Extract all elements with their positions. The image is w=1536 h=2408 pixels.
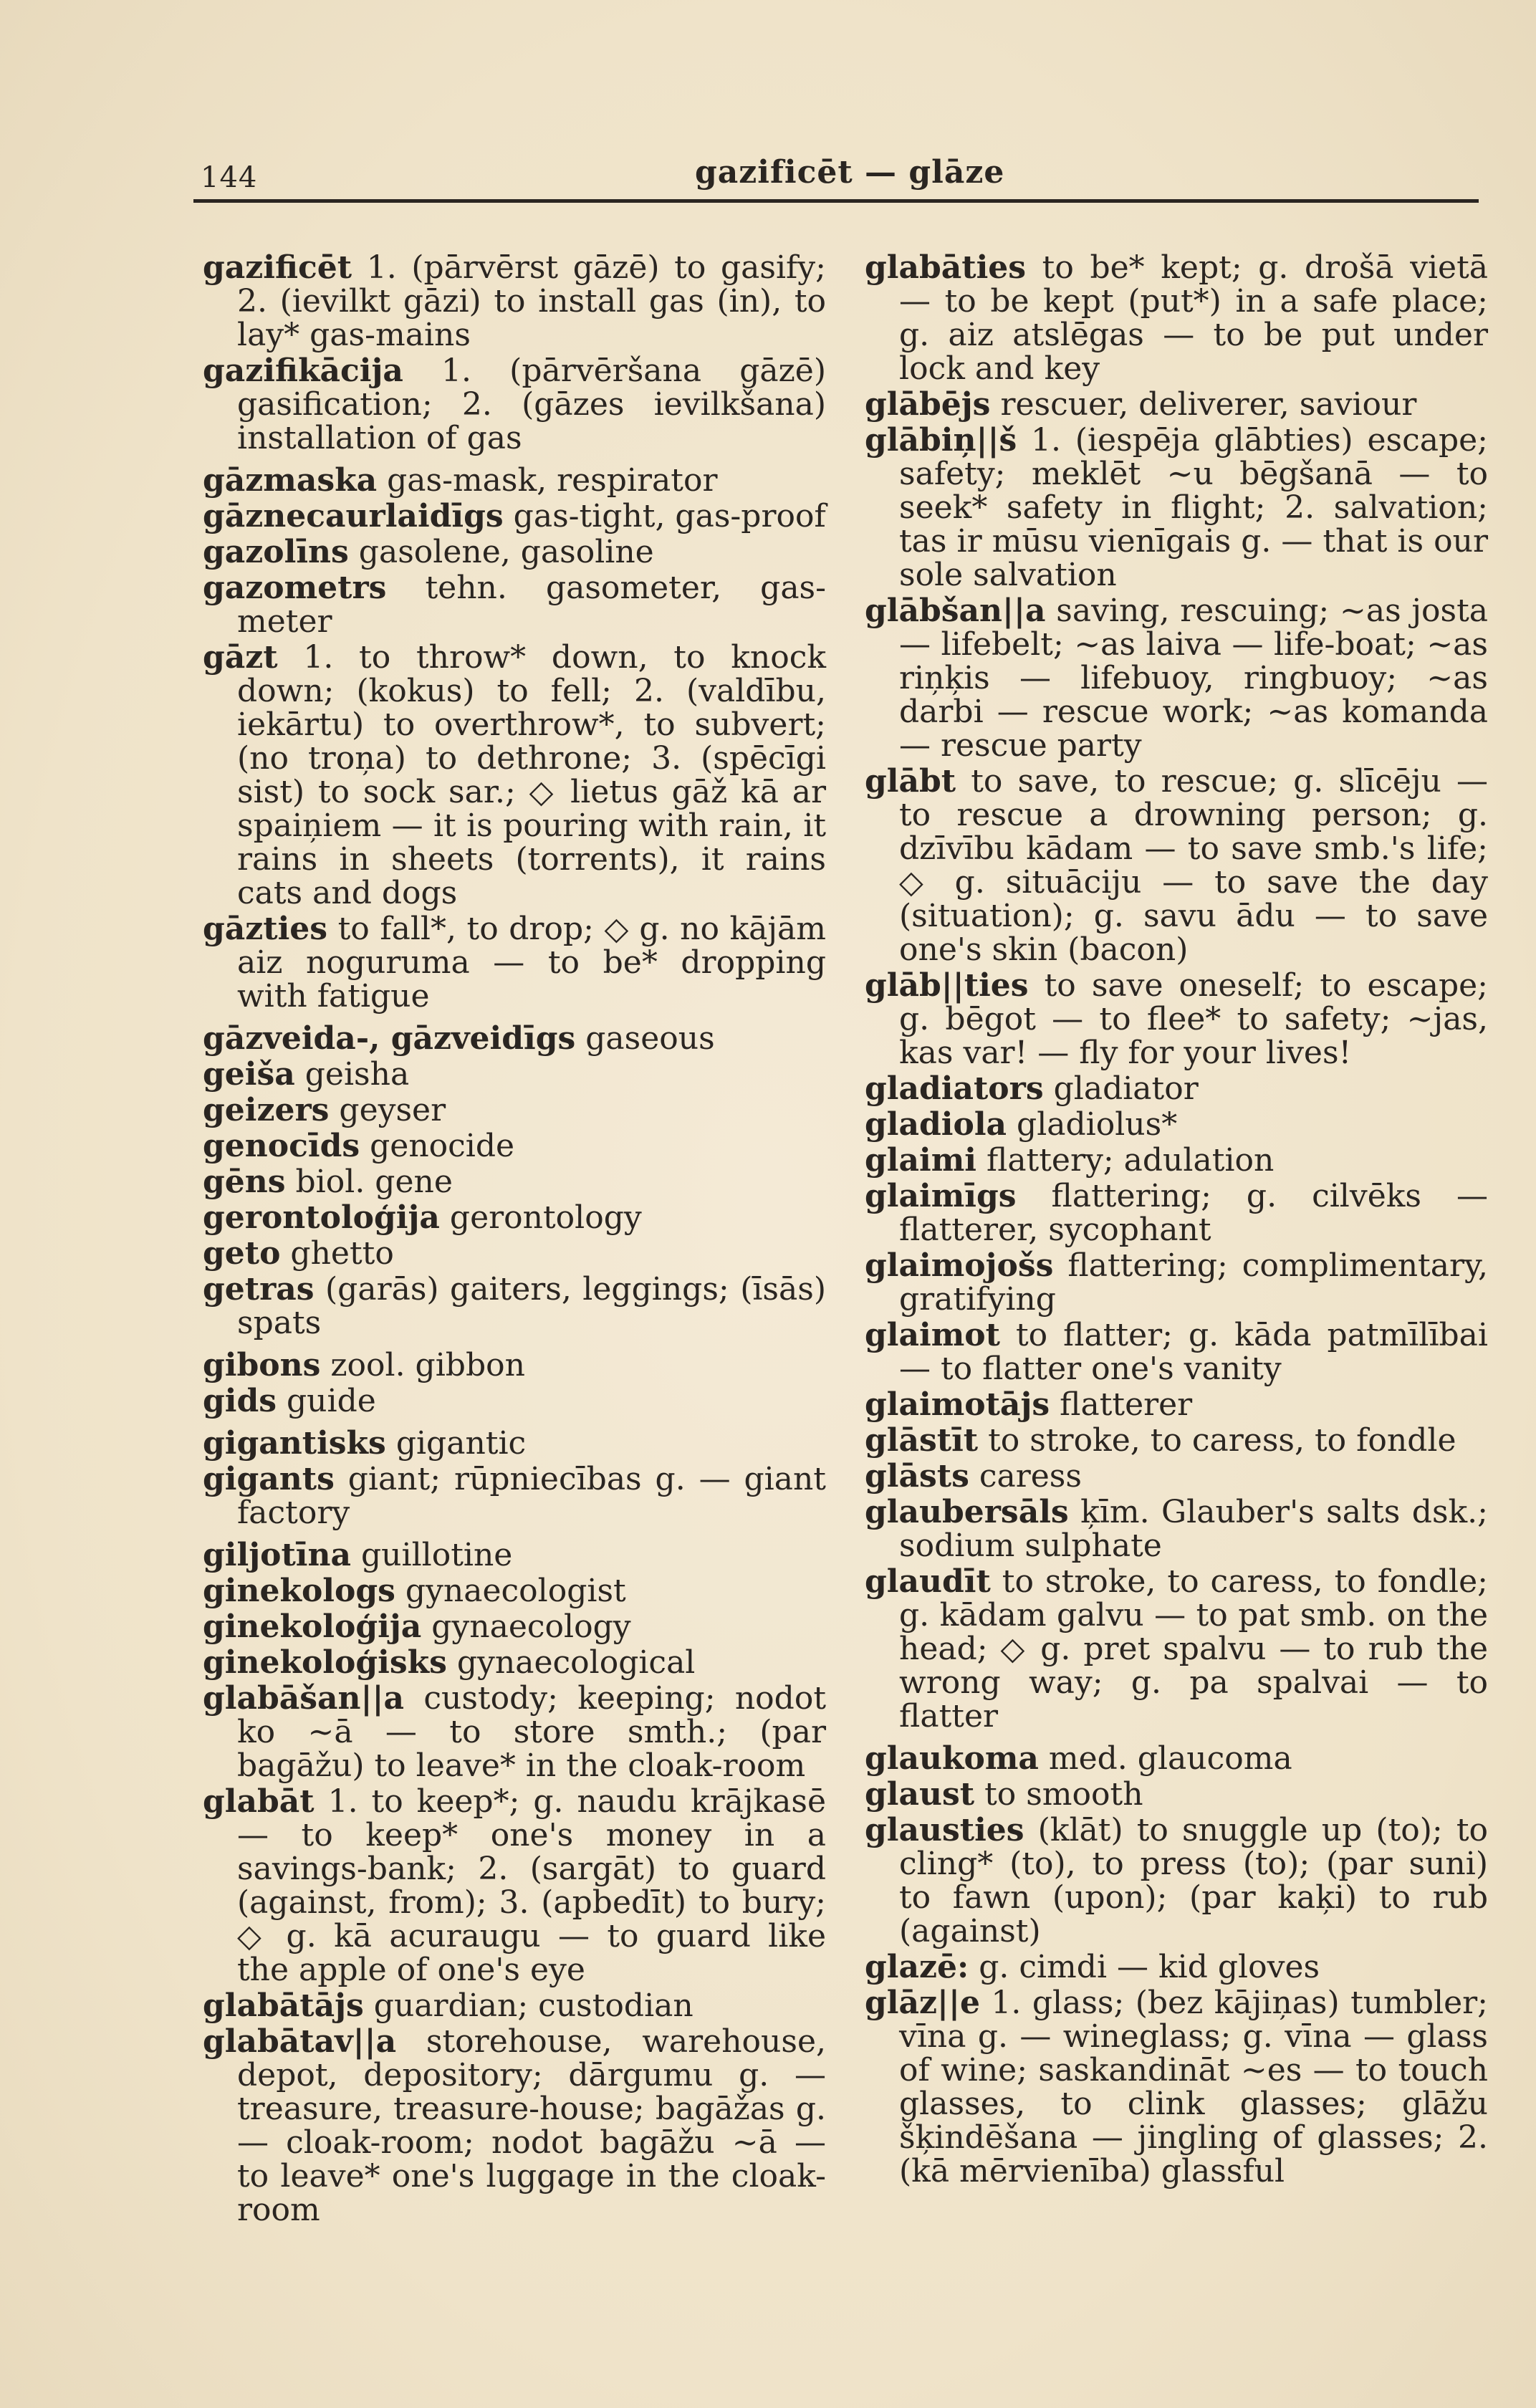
definition: to flatter; g. kāda patmīlībai — to flatter one's vanity bbox=[899, 1317, 1488, 1387]
headword: gāzt bbox=[203, 639, 278, 676]
entry bbox=[865, 1108, 1488, 1141]
entry bbox=[203, 464, 826, 497]
definition: gynaecological bbox=[446, 1644, 696, 1681]
entry bbox=[865, 1179, 1488, 1247]
definition: gasolene, gasoline bbox=[348, 534, 654, 570]
headword: glaimotājs bbox=[865, 1386, 1050, 1423]
headword: gazificēt bbox=[203, 249, 352, 286]
headword: glausties bbox=[865, 1812, 1024, 1848]
entry bbox=[203, 1538, 826, 1572]
definition: guide bbox=[277, 1383, 376, 1419]
entry bbox=[203, 499, 826, 533]
entry bbox=[865, 1143, 1488, 1177]
headword: geiša bbox=[203, 1056, 295, 1093]
headword: glabāt bbox=[203, 1783, 315, 1820]
definition: flattering; g. cilvēks — flatterer, sycophant bbox=[899, 1178, 1488, 1248]
definition: flattering; complimentary, gratifying bbox=[899, 1247, 1488, 1318]
definition: gigantic bbox=[385, 1425, 527, 1462]
headword: glābiņ||š bbox=[865, 422, 1017, 459]
entry bbox=[865, 764, 1488, 966]
definition: to stroke, to caress, to fondle bbox=[978, 1422, 1456, 1459]
definition: (garās) gaiters, leggings; (īsās) spats bbox=[237, 1271, 826, 1341]
headword: glābšan||a bbox=[865, 593, 1046, 629]
headword: gāzveida-, gāzveidīgs bbox=[203, 1020, 576, 1057]
entry bbox=[203, 1682, 826, 1783]
definition: to fall*, to drop; ◇ g. no kājām aiz noguruma — to be* dropping with fatigue bbox=[237, 911, 826, 1014]
entry bbox=[865, 1388, 1488, 1421]
entry bbox=[865, 1742, 1488, 1775]
definition: 1. (iespēja glābties) escape; safety; meklēt ~u bēgšanā — to seek* safety in flight; 2. salvation; tas ir mūsu vienīgais g. — that is our sole salvation bbox=[899, 422, 1488, 593]
definition: gladiolus* bbox=[1007, 1106, 1178, 1143]
definition: caress bbox=[969, 1458, 1082, 1495]
definition: geisha bbox=[294, 1056, 410, 1093]
entry bbox=[203, 1129, 826, 1163]
definition: rescuer, deliverer, saviour bbox=[990, 386, 1417, 423]
entry bbox=[203, 1574, 826, 1608]
entry bbox=[865, 1950, 1488, 1984]
entry bbox=[203, 1989, 826, 2023]
entry bbox=[865, 1424, 1488, 1457]
definition: to save oneself; to escape; g. bēgot — to flee* to safety; ~jas, kas var! — fly for your lives! bbox=[899, 967, 1488, 1071]
entry bbox=[865, 1813, 1488, 1948]
headword: glabāšan||a bbox=[203, 1680, 405, 1717]
definition: gladiator bbox=[1043, 1070, 1199, 1107]
headword: gigantisks bbox=[203, 1425, 386, 1462]
definition: saving, rescuing; ~as josta — lifebelt; ~as laiva — life-boat; ~as riņķis — lifebuoy, ringbuoy; ~as darbi — rescue work; ~as komanda — rescue party bbox=[899, 593, 1488, 764]
entry bbox=[203, 1022, 826, 1055]
definition: geyser bbox=[329, 1092, 446, 1128]
right-column bbox=[865, 251, 1488, 2190]
headword: glāstīt bbox=[865, 1422, 979, 1459]
entry bbox=[865, 1565, 1488, 1733]
entry bbox=[865, 1986, 1488, 2188]
definition: flattery; adulation bbox=[976, 1142, 1275, 1179]
entry bbox=[865, 1249, 1488, 1316]
entry bbox=[865, 1495, 1488, 1563]
entry bbox=[203, 571, 826, 638]
definition: 1. to keep*; g. naudu krājkasē — to keep* one's money in a savings-bank; 2. (sargāt) to guard (against, from); 3. (apbedīt) to bury; ◇ g. kā acuraugu — to guard like the apple of one's eye bbox=[237, 1783, 826, 1988]
entry bbox=[865, 1459, 1488, 1493]
headword: glabāties bbox=[865, 249, 1027, 286]
definition: to save, to rescue; g. slīcēju — to rescue a drowning person; g. dzīvību kādam — to save smb.'s life; ◇ g. situāciju — to save the day (situation); g. savu ādu — to save one's skin (bacon) bbox=[899, 763, 1488, 968]
definition: to smooth bbox=[974, 1776, 1143, 1813]
headword: giljotīna bbox=[203, 1537, 352, 1573]
headword: geto bbox=[203, 1235, 281, 1272]
definition: zool. gibbon bbox=[320, 1347, 525, 1383]
header-rule bbox=[193, 199, 1479, 203]
definition: biol. gene bbox=[285, 1164, 453, 1200]
headword: ginekoloģija bbox=[203, 1608, 422, 1645]
headword: glaukoma bbox=[865, 1740, 1039, 1777]
headword: glābt bbox=[865, 763, 956, 800]
headword: glāsts bbox=[865, 1458, 969, 1495]
entry bbox=[203, 1237, 826, 1270]
definition: ķīm. Glauber's salts dsk.; sodium sulphate bbox=[899, 1494, 1488, 1564]
headword: gladiators bbox=[865, 1070, 1044, 1107]
definition: to stroke, to caress, to fondle; g. kādam galvu — to pat smb. on the head; ◇ g. pret spalvu — to rub the wrong way; g. pa spalvai — to flatter bbox=[899, 1563, 1488, 1735]
headword: gazifikācija bbox=[203, 352, 403, 389]
definition: flatterer bbox=[1050, 1386, 1193, 1423]
headword: glāz||e bbox=[865, 1985, 980, 2021]
headword: getras bbox=[203, 1271, 315, 1308]
entry bbox=[203, 1646, 826, 1679]
entry bbox=[865, 594, 1488, 762]
definition: gas-mask, respirator bbox=[377, 462, 718, 499]
headword: glaust bbox=[865, 1776, 975, 1813]
headword: genocīds bbox=[203, 1128, 360, 1164]
definition: 1. (pārvērst gāzē) to gasify; 2. (ievilkt gāzi) to install gas (in), to lay* gas-mains bbox=[237, 249, 826, 353]
entry bbox=[203, 1610, 826, 1644]
page-header bbox=[201, 147, 1479, 204]
headword: gladiola bbox=[865, 1106, 1007, 1143]
definition: med. glaucoma bbox=[1038, 1740, 1292, 1777]
left-column bbox=[203, 251, 826, 2229]
definition: (klāt) to snuggle up (to); to cling* (to), to press (to); (par suni) to fawn (upon); (par kaķi) to rub (against) bbox=[899, 1812, 1488, 1949]
headword: gāzmaska bbox=[203, 462, 378, 499]
entry bbox=[203, 354, 826, 455]
entry bbox=[203, 1165, 826, 1199]
headword: glaimojošs bbox=[865, 1247, 1054, 1284]
headword: gāznecaurlaidīgs bbox=[203, 498, 504, 534]
headword: glaimi bbox=[865, 1142, 976, 1179]
headword: glābējs bbox=[865, 386, 991, 423]
definition: giant; rūpniecības g. — giant factory bbox=[237, 1461, 826, 1531]
headword: gibons bbox=[203, 1347, 321, 1383]
running-head: gazificēt — glāze bbox=[695, 154, 1005, 191]
headword: gids bbox=[203, 1383, 277, 1419]
entry bbox=[203, 1093, 826, 1127]
entry bbox=[203, 1384, 826, 1418]
page-number: 144 bbox=[201, 161, 258, 194]
definition: to be* kept; g. drošā vietā — to be kept (put*) in a safe place; g. aiz atslēgas — to be put under lock and key bbox=[899, 249, 1488, 387]
definition: 1. glass; (bez kājiņas) tumbler; vīna g. — wineglass; g. vīna — glass of wine; saskandināt ~es — to touch glasses, to clink glasses; glāžu šķindēšana — jingling of glasses; 2. (kā mērvienība) glassful bbox=[899, 1985, 1488, 2189]
entry bbox=[203, 1462, 826, 1530]
headword: gerontoloģija bbox=[203, 1199, 440, 1236]
headword: ginekoloģisks bbox=[203, 1644, 447, 1681]
definition: custody; keeping; nodot ko ~ā — to store smth.; (par bagāžu) to leave* in the cloak-room bbox=[237, 1680, 826, 1784]
entry bbox=[203, 535, 826, 569]
definition: genocide bbox=[360, 1128, 515, 1164]
headword: glabātājs bbox=[203, 1987, 364, 2024]
definition: storehouse, warehouse, depot, depository; dārgumu g. — treasure, treasure-house; bagāžas g. — cloak-room; nodot bagāžu ~ā — to leave* one's luggage in the cloak-room bbox=[237, 2023, 826, 2228]
entry bbox=[203, 1785, 826, 1987]
entry bbox=[865, 1318, 1488, 1386]
headword: glazē: bbox=[865, 1949, 969, 1985]
definition: gynaecology bbox=[421, 1608, 631, 1645]
definition: 1. (pārvēršana gāzē) gasification; 2. (gāzes ievilkšana) installation of gas bbox=[237, 352, 826, 456]
headword: gēns bbox=[203, 1164, 286, 1200]
headword: glaubersāls bbox=[865, 1494, 1069, 1530]
entry bbox=[203, 1272, 826, 1340]
entry bbox=[203, 2025, 826, 2227]
headword: glaudīt bbox=[865, 1563, 991, 1600]
entry bbox=[865, 969, 1488, 1070]
headword: geizers bbox=[203, 1092, 330, 1128]
headword: gigants bbox=[203, 1461, 335, 1497]
entry bbox=[203, 1201, 826, 1234]
headword: gazolīns bbox=[203, 534, 349, 570]
entry bbox=[203, 1057, 826, 1091]
definition: gaseous bbox=[575, 1020, 715, 1057]
headword: glaimot bbox=[865, 1317, 1000, 1353]
definition: ghetto bbox=[280, 1235, 394, 1272]
entry bbox=[203, 641, 826, 910]
headword: glaimīgs bbox=[865, 1178, 1017, 1214]
entry bbox=[865, 251, 1488, 385]
entry bbox=[865, 388, 1488, 421]
definition: 1. to throw* down, to knock down; (kokus) to fell; 2. (valdību, iekārtu) to overthrow*, to subvert; (no troņa) to dethrone; 3. (spēcīgi sist) to sock sar.; ◇ lietus gāž kā ar spaiņiem — it is pouring with rain, it rains in sheets (torrents), it rains cats and dogs bbox=[237, 639, 826, 911]
entry bbox=[203, 1348, 826, 1382]
entry bbox=[203, 251, 826, 352]
definition: gerontology bbox=[439, 1199, 642, 1236]
definition: g. cimdi — kid gloves bbox=[969, 1949, 1320, 1985]
headword: ginekologs bbox=[203, 1573, 395, 1609]
headword: gazometrs bbox=[203, 570, 387, 606]
definition: gynaecologist bbox=[395, 1573, 626, 1609]
entry bbox=[865, 1778, 1488, 1811]
definition: tehn. gasometer, gas-meter bbox=[237, 570, 826, 640]
headword: gāzties bbox=[203, 911, 328, 947]
headword: glāb||ties bbox=[865, 967, 1029, 1004]
entry bbox=[203, 1426, 826, 1460]
definition: guillotine bbox=[351, 1537, 513, 1573]
headword: glabātav||a bbox=[203, 2023, 397, 2060]
definition: gas-tight, gas-proof bbox=[503, 498, 826, 534]
entry bbox=[865, 423, 1488, 592]
definition: guardian; custodian bbox=[363, 1987, 693, 2024]
entry bbox=[203, 912, 826, 1013]
entry bbox=[865, 1072, 1488, 1105]
